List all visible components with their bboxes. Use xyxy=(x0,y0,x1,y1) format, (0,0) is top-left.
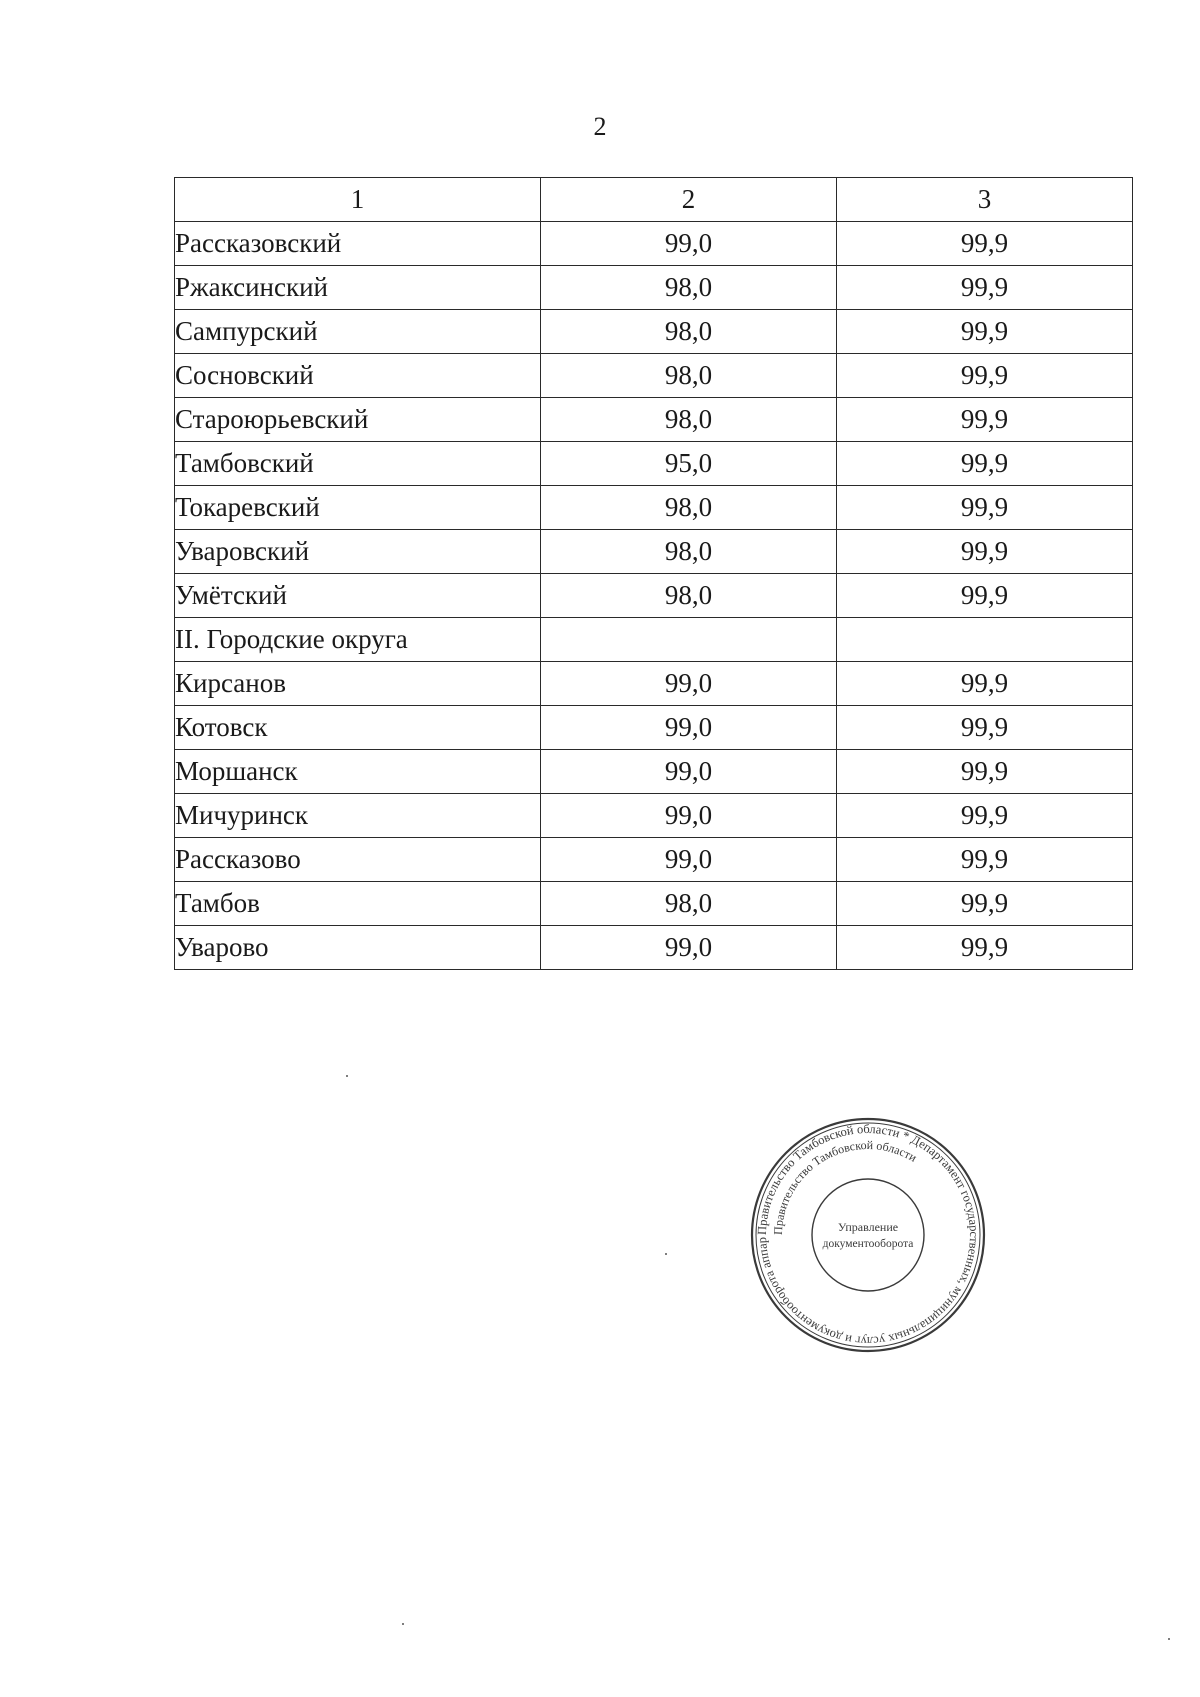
scan-speck xyxy=(665,1253,667,1255)
column-header: 1 xyxy=(175,178,541,222)
value-col3-cell: 99,9 xyxy=(837,486,1133,530)
value-col3-cell: 99,9 xyxy=(837,310,1133,354)
district-name-cell: Староюрьевский xyxy=(175,398,541,442)
district-name-cell: Котовск xyxy=(175,706,541,750)
value-col3-cell: 99,9 xyxy=(837,574,1133,618)
value-col3-cell: 99,9 xyxy=(837,530,1133,574)
stamp-center-line2: документооборота xyxy=(822,1238,914,1250)
value-col3-cell: 99,9 xyxy=(837,926,1133,970)
stamp-inner-text: Правительство Тамбовской области xyxy=(770,1137,920,1236)
stamp-center-line1: Управление xyxy=(837,1220,899,1234)
value-col2-cell: 98,0 xyxy=(541,266,837,310)
stamp-seal xyxy=(748,1115,988,1355)
table-row xyxy=(175,222,1133,266)
district-name-cell: Тамбовский xyxy=(175,442,541,486)
value-col3-cell: 99,9 xyxy=(837,706,1133,750)
value-col2-cell: 99,0 xyxy=(541,750,837,794)
district-name-cell: Токаревский xyxy=(175,486,541,530)
table-row xyxy=(175,794,1133,838)
value-col2-cell: 98,0 xyxy=(541,486,837,530)
data-table xyxy=(174,177,1133,970)
value-col3-cell: 99,9 xyxy=(837,398,1133,442)
table-row xyxy=(175,926,1133,970)
value-col3-cell xyxy=(837,618,1133,662)
value-col2-cell: 99,0 xyxy=(541,222,837,266)
value-col3-cell: 99,9 xyxy=(837,442,1133,486)
district-name-cell: Уварово xyxy=(175,926,541,970)
district-name-cell: Мичуринск xyxy=(175,794,541,838)
value-col2-cell: 99,0 xyxy=(541,794,837,838)
district-name-cell: Кирсанов xyxy=(175,662,541,706)
table-header-row xyxy=(175,178,1133,222)
table-body xyxy=(175,222,1133,970)
table-row xyxy=(175,530,1133,574)
value-col3-cell: 99,9 xyxy=(837,222,1133,266)
table-row xyxy=(175,750,1133,794)
value-col2-cell xyxy=(541,618,837,662)
district-name-cell: Рассказовский xyxy=(175,222,541,266)
table-row xyxy=(175,442,1133,486)
district-name-cell: Моршанск xyxy=(175,750,541,794)
value-col3-cell: 99,9 xyxy=(837,794,1133,838)
district-name-cell: Сосновский xyxy=(175,354,541,398)
scan-speck xyxy=(402,1623,404,1625)
district-name-cell: Сампурский xyxy=(175,310,541,354)
value-col2-cell: 95,0 xyxy=(541,442,837,486)
table-row xyxy=(175,266,1133,310)
value-col3-cell: 99,9 xyxy=(837,662,1133,706)
value-col3-cell: 99,9 xyxy=(837,750,1133,794)
table-row xyxy=(175,486,1133,530)
value-col2-cell: 98,0 xyxy=(541,574,837,618)
district-name-cell: Уваровский xyxy=(175,530,541,574)
page-number: 2 xyxy=(593,112,607,141)
value-col2-cell: 99,0 xyxy=(541,838,837,882)
table-row xyxy=(175,706,1133,750)
value-col3-cell: 99,9 xyxy=(837,838,1133,882)
value-col2-cell: 98,0 xyxy=(541,354,837,398)
district-name-cell: Тамбов xyxy=(175,882,541,926)
district-name-cell: Ржаксинский xyxy=(175,266,541,310)
table-row xyxy=(175,398,1133,442)
table-row xyxy=(175,618,1133,662)
stamp-outer-text: Правительство Тамбовской области * Департамент государственных, муниципальных услуг и документооборота аппар xyxy=(754,1121,982,1349)
value-col2-cell: 98,0 xyxy=(541,398,837,442)
table-row xyxy=(175,662,1133,706)
scan-speck xyxy=(346,1075,348,1077)
column-header: 2 xyxy=(541,178,837,222)
scan-speck xyxy=(1168,1638,1170,1640)
value-col2-cell: 98,0 xyxy=(541,530,837,574)
value-col2-cell: 98,0 xyxy=(541,882,837,926)
table-row xyxy=(175,354,1133,398)
official-stamp xyxy=(748,1115,988,1355)
value-col2-cell: 99,0 xyxy=(541,662,837,706)
value-col3-cell: 99,9 xyxy=(837,266,1133,310)
value-col2-cell: 99,0 xyxy=(541,926,837,970)
value-col3-cell: 99,9 xyxy=(837,354,1133,398)
table-row xyxy=(175,838,1133,882)
value-col3-cell: 99,9 xyxy=(837,882,1133,926)
value-col2-cell: 99,0 xyxy=(541,706,837,750)
table-row xyxy=(175,882,1133,926)
column-header: 3 xyxy=(837,178,1133,222)
district-name-cell: Рассказово xyxy=(175,838,541,882)
value-col2-cell: 98,0 xyxy=(541,310,837,354)
district-name-cell: II. Городские округа xyxy=(175,618,541,662)
district-name-cell: Умётский xyxy=(175,574,541,618)
table-row xyxy=(175,310,1133,354)
table-row xyxy=(175,574,1133,618)
